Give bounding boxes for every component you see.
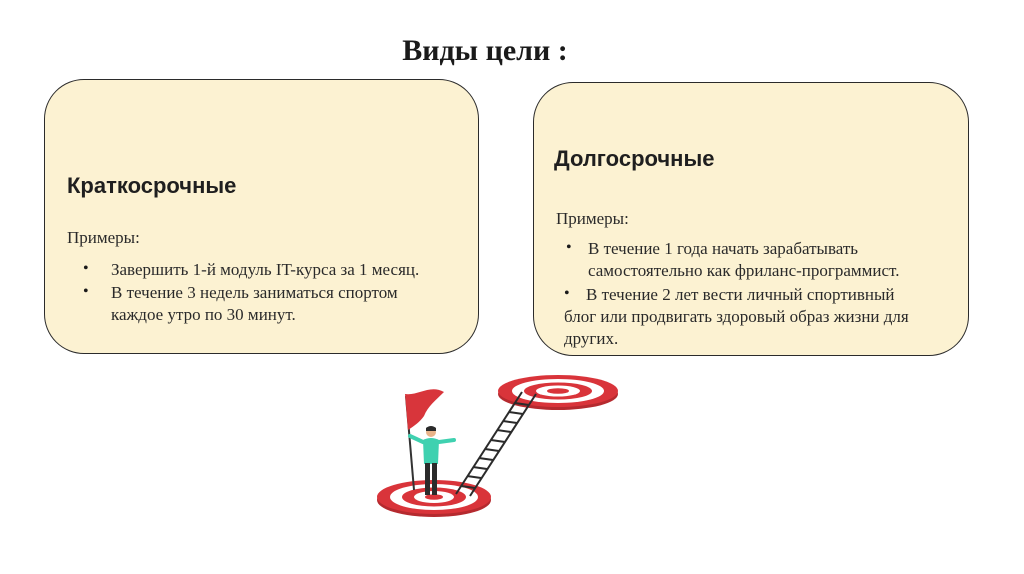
short-term-heading: Краткосрочные (67, 173, 237, 198)
bullet-icon: • (83, 260, 89, 277)
short-term-item-2-line-1: В течение 3 недель заниматься спортом (111, 283, 398, 302)
long-term-item-2-line-1: В течение 2 лет вести личный спортивный (586, 285, 895, 304)
long-term-item-2 (564, 284, 909, 350)
ladder-icon (456, 392, 536, 496)
long-term-item-1-line-1: В течение 1 года начать зарабатывать (588, 239, 859, 258)
long-term-heading: Долгосрочные (554, 146, 715, 171)
long-term-item-2-line-3: других. (564, 329, 619, 348)
bullet-icon: • (566, 239, 572, 256)
long-term-item-2-line-2: блог или продвигать здоровый образ жизни для (564, 307, 909, 326)
long-term-item-1-line-2: самостоятельно как фриланс-программист. (588, 261, 900, 280)
long-term-card (533, 82, 969, 356)
slide-title: Виды цели : (402, 34, 568, 67)
short-term-examples-label: Примеры: (67, 228, 140, 247)
bullet-icon: • (564, 285, 570, 302)
short-term-card (44, 79, 479, 354)
bullet-icon: • (83, 283, 89, 300)
goal-targets-ladder-illustration (370, 370, 630, 530)
short-term-item-2-line-2: каждое утро по 30 минут. (111, 305, 296, 324)
upper-target-icon (498, 375, 618, 410)
long-term-examples-label: Примеры: (556, 209, 629, 228)
short-term-item-1-line-1: Завершить 1-й модуль IT-курса за 1 месяц. (111, 260, 420, 279)
short-term-item-2 (111, 282, 398, 326)
long-term-item-1 (588, 238, 899, 282)
short-term-item-1 (111, 259, 419, 281)
